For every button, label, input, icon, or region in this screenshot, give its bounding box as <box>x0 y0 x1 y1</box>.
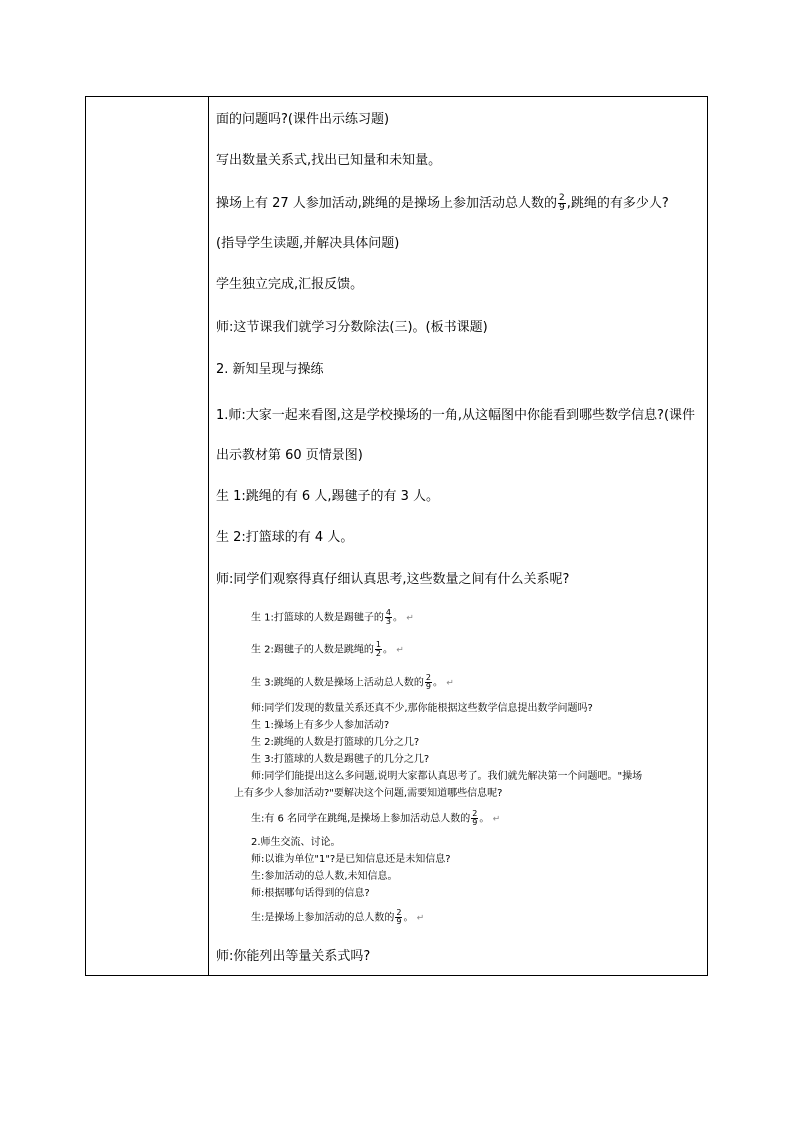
inserted-line-t8: 2.师生交流、讨论。 <box>251 837 341 848</box>
inserted-s3-b: 。 <box>433 677 444 689</box>
inserted-line-t12 <box>251 909 424 926</box>
fraction-numerator: 1 <box>375 640 382 649</box>
text-line-4: (指导学生读题,并解决具体问题) <box>216 236 400 251</box>
text-line-8: 1.师:大家一起来看图,这是学校操场的一角,从这幅图中你能看到哪些数学信息?(课件出示教材第 60 页情景图) <box>216 408 696 463</box>
inserted-s2-a: 生 2:踢毽子的人数是跳绳的 <box>251 644 374 656</box>
text-line-3 <box>216 194 669 213</box>
fraction-numerator: 2 <box>472 809 478 818</box>
inserted-line-t3: 生 2:跳绳的人数是打篮球的几分之几? <box>251 737 420 748</box>
return-mark: ↵ <box>396 645 404 656</box>
inserted-t12-a: 生:是操场上参加活动的总人数的 <box>251 912 395 924</box>
fraction-denominator: 9 <box>558 203 565 213</box>
inserted-line-t11: 师:根据哪句话得到的信息? <box>251 888 370 899</box>
text-line-7: 2. 新知呈现与操练 <box>216 362 324 377</box>
fraction-numerator: 2 <box>425 673 432 682</box>
fraction-denominator: 9 <box>425 682 432 691</box>
fraction-denominator: 3 <box>385 617 392 626</box>
inserted-line-s1 <box>251 609 414 626</box>
text-line-11: 师:同学们观察得真仔细认真思考,这些数量之间有什么关系呢? <box>216 572 570 587</box>
fraction <box>425 674 432 691</box>
return-mark: ↵ <box>492 814 501 825</box>
fraction <box>375 641 382 658</box>
inserted-line-t2: 生 1:操场上有多少人参加活动? <box>251 720 390 731</box>
text-line-final: 师:你能列出等量关系式吗? <box>216 949 371 964</box>
fraction <box>558 194 566 213</box>
inserted-line-t5: 师:同学们能提出这么多问题,说明大家都认真思考了。我们就先解决第一个问题吧。"操场 <box>251 771 643 782</box>
return-mark: ↵ <box>416 913 425 924</box>
inserted-t7-b: 。 <box>479 813 490 825</box>
inserted-t12-b: 。 <box>403 912 414 924</box>
fraction-denominator: 9 <box>396 917 402 926</box>
fraction <box>471 810 478 827</box>
inserted-s1-a: 生 1:打篮球的人数是踢毽子的 <box>251 612 384 624</box>
inserted-line-t9: 师:以谁为单位"1"?是已知信息还是未知信息? <box>251 854 451 865</box>
fraction-numerator: 2 <box>396 908 402 917</box>
inserted-line-t10: 生:参加活动的总人数,未知信息。 <box>251 871 398 882</box>
return-mark: ↵ <box>446 678 454 689</box>
inserted-line-s2 <box>251 641 404 658</box>
text-line-3-a: 操场上有 27 人参加活动,跳绳的是操场上参加活动总人数的 <box>216 196 557 211</box>
inserted-t7-a: 生:有 6 名同学在跳绳,是操场上参加活动总人数的 <box>251 813 471 825</box>
text-line-2: 写出数量关系式,找出已知量和未知量。 <box>216 153 442 168</box>
lesson-table <box>85 96 708 976</box>
fraction <box>395 909 402 926</box>
text-line-3-b: ,跳绳的有多少人? <box>566 196 669 211</box>
inserted-s2-b: 。 <box>383 644 394 656</box>
text-line-10: 生 2:打篮球的有 4 人。 <box>216 530 354 545</box>
return-mark: ↵ <box>406 613 414 624</box>
inserted-line-t1: 师:同学们发现的数量关系还真不少,那你能根据这些数学信息提出数学问题吗? <box>251 703 593 714</box>
text-line-1: 面的问题吗?(课件出示练习题) <box>216 112 390 127</box>
inserted-line-t7 <box>251 810 500 827</box>
inserted-line-s3 <box>251 674 454 691</box>
fraction-denominator: 9 <box>472 818 478 827</box>
fraction <box>385 609 392 626</box>
lesson-content <box>216 97 701 975</box>
fraction-numerator: 2 <box>558 193 565 203</box>
text-line-6: 师:这节课我们就学习分数除法(三)。(板书课题) <box>216 320 488 335</box>
column-divider <box>208 97 209 975</box>
inserted-line-t4: 生 3:打篮球的人数是踢毽子的几分之几? <box>251 754 430 765</box>
text-line-5: 学生独立完成,汇报反馈。 <box>216 277 364 292</box>
inserted-line-t6: 上有多少人参加活动?"要解决这个问题,需要知道哪些信息呢? <box>234 788 503 799</box>
inserted-s1-b: 。 <box>393 612 404 624</box>
text-line-9: 生 1:跳绳的有 6 人,踢毽子的有 3 人。 <box>216 489 439 504</box>
fraction-numerator: 4 <box>385 608 392 617</box>
inserted-s3-a: 生 3:跳绳的人数是操场上活动总人数的 <box>251 677 424 689</box>
fraction-denominator: 2 <box>375 649 382 658</box>
